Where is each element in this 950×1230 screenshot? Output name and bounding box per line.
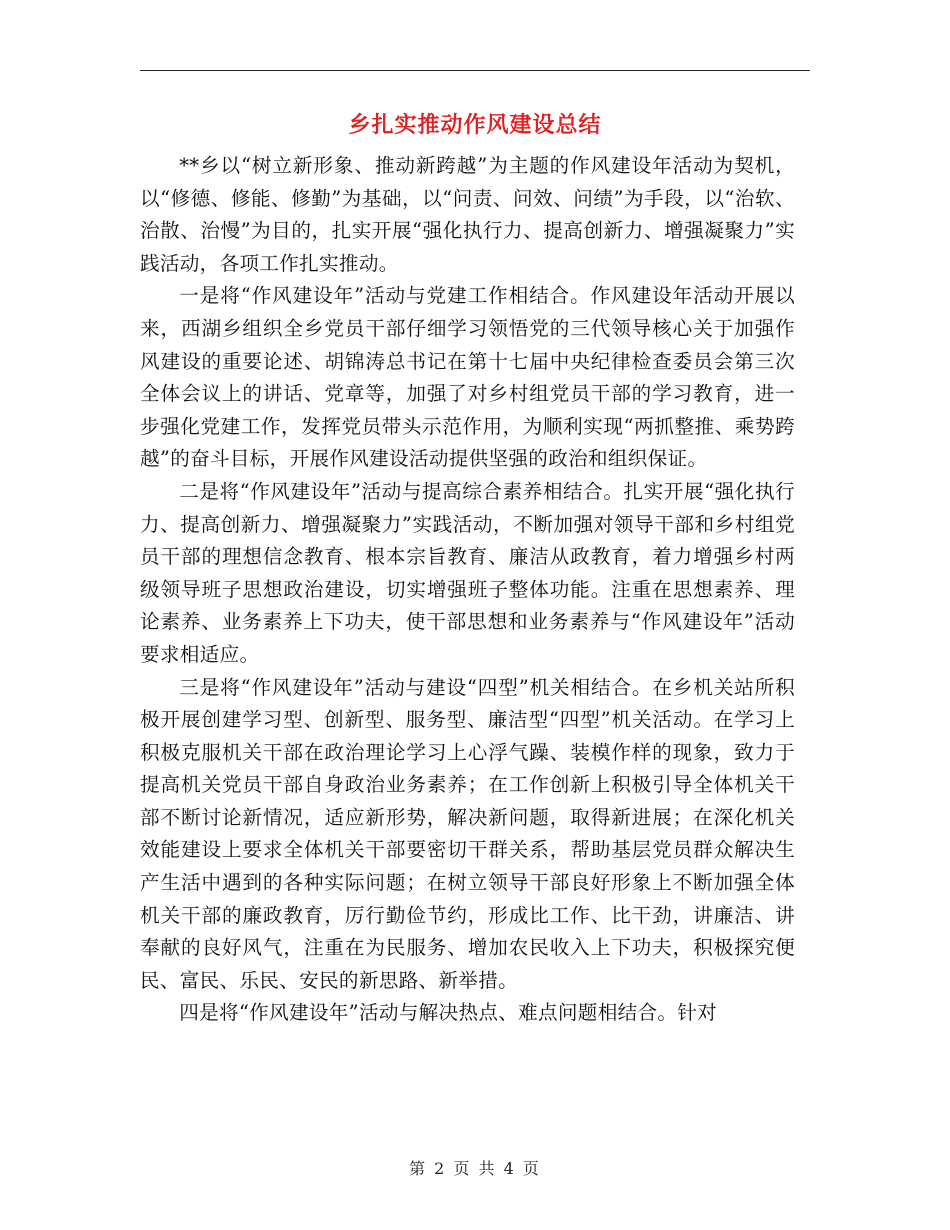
header-rule [140, 70, 810, 71]
document-body [140, 150, 795, 1030]
paragraph-party-building: 一是将“作风建设年”活动与党建工作相结合。作风建设年活动开展以来，西湖乡组织全乡党员干部仔细学习领悟党的三代领导核心关于加强作风建设的重要论述、胡锦涛总书记在第十七届中央纪律检查委员会第三次全体会议上的讲话、党章等，加强了对乡村组党员干部的学习教育，进一步强化党建工作，发挥党员带头示范作用，为顺利实现“两抓整推、乘势跨越”的奋斗目标，开展作风建设活动提供坚强的政治和组织保证。 [140, 284, 795, 471]
paragraph-four-type-organs: 三是将“作风建设年”活动与建设“四型”机关相结合。在乡机关站所积极开展创建学习型、创新型、服务型、廉洁型“四型”机关活动。在学习上积极克服机关干部在政治理论学习上心浮气躁、装模作样的现象，致力于提高机关党员干部自身政治业务素养；在工作创新上积极引导全体机关干部不断讨论新情况，适应新形势，解决新问题，取得新进展；在深化机关效能建设上要求全体机关干部要密切干群关系，帮助基层党员群众解决生产生活中遇到的各种实际问题；在树立领导干部良好形象上不断加强全体机关干部的廉政教育，厉行勤俭节约，形成比工作、比干劲，讲廉洁、讲奉献的良好风气，注重在为民服务、增加农民收入上下功夫，积极探究便民、富民、乐民、安民的新思路、新举措。 [140, 675, 795, 992]
page-number: 第 2 页 共 4 页 [409, 1159, 541, 1178]
paragraph-hot-issues: 四是将“作风建设年”活动与解决热点、难点问题相结合。针对 [179, 1001, 718, 1025]
document-title: 乡扎实推动作风建设总结 [348, 113, 602, 138]
paragraph-comprehensive-quality: 二是将“作风建设年”活动与提高综合素养相结合。扎实开展“强化执行力、提高创新力、增强凝聚力”实践活动，不断加强对领导干部和乡村组党员干部的理想信念教育、根本宗旨教育、廉洁从政教育，着力增强乡村两级领导班子思想政治建设，切实增强班子整体功能。注重在思想素养、理论素养、业务素养上下功夫，使干部思想和业务素养与“作风建设年”活动要求相适应。 [140, 479, 795, 666]
paragraph-intro: **乡以“树立新形象、推动新跨越”为主题的作风建设年活动为契机，以“修德、修能、修勤”为基础，以“问责、问效、问绩”为手段，以“治软、治散、治慢”为目的，扎实开展“强化执行力、提高创新力、增强凝聚力”实践活动，各项工作扎实推动。 [140, 154, 795, 275]
